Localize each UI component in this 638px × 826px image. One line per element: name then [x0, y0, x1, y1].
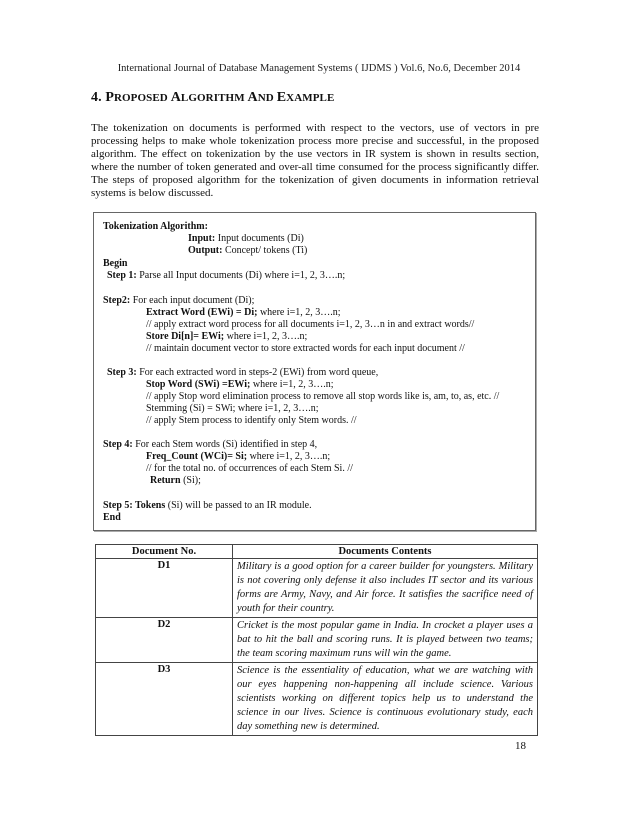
algo-line-comment-extract: // apply extract word process for all documents i=1, 2, 3…n in and extract words// — [146, 319, 475, 330]
algo-line-step3: Step 3: For each extracted word in steps-2 (EWi) from word queue, — [107, 367, 379, 378]
algo-line-comment-stop: // apply Stop word elimination process to remove all stop words like is, am, to, as, etc. // — [146, 391, 500, 402]
intro-paragraph: The tokenization on documents is performed with respect to the vectors, use of vectors in pre processing helps to make whole tokenization process more precise and successful, in the proposed algorithm. The effect on tokenization by the use vectors in IR system is shown in results section, where the number of token generated and over-all time consumed for the process significantly differ. The steps of proposed algorithm for the tokenization of given documents in information retrieval systems is below discussed. — [91, 122, 539, 199]
algo-line-extract-word: Extract Word (EWi) = Di; where i=1, 2, 3….n; — [146, 307, 341, 318]
algo-line-stop-word: Stop Word (SWi) =EWi; where i=1, 2, 3….n; — [146, 379, 334, 390]
table-row — [96, 559, 538, 618]
algo-line-comment-stem: // apply Stem process to identify only Stem words. // — [146, 415, 357, 426]
algo-line-begin: Begin — [103, 258, 128, 269]
document-id: D2 — [96, 618, 233, 663]
algo-line-comment-vector: // maintain document vector to store extracted words for each input document // — [146, 343, 465, 354]
title-part: P — [105, 90, 114, 105]
document-content: Science is the essentiality of education, what we are watching with our eyes happening non-happening all include science. Various scientists working on different topics help us to understand the science in our lives. Science is continuous evolutionary study, each day something new is determined. — [233, 663, 538, 736]
document-content: Cricket is the most popular game in India. In crocket a player uses a bat to hit the ball and scoring runs. It is played between two teams; the team scoring maximum runs will win the game. — [233, 618, 538, 663]
table-row — [96, 618, 538, 663]
algo-line-end: End — [103, 512, 121, 523]
section-title-text — [105, 90, 334, 105]
column-header-document-no: Document No. — [96, 545, 233, 559]
title-part: A — [170, 90, 181, 105]
section-number: 4. — [91, 90, 102, 105]
algo-line-step1: Step 1: Parse all Input documents (Di) where i=1, 2, 3….n; — [107, 270, 346, 281]
algo-line-title: Tokenization Algorithm: — [103, 221, 208, 232]
algo-line-stemming: Stemming (Si) = SWi; where i=1, 2, 3….n; — [146, 403, 319, 414]
title-part: A — [247, 90, 258, 105]
algo-line-freq-count: Freq_Count (WCi)= Si; where i=1, 2, 3….n; — [146, 451, 331, 462]
title-part: XAMPLE — [286, 92, 335, 104]
algo-line-return: Return (Si); — [150, 475, 201, 486]
algo-line-comment-freq: // for the total no. of occurrences of each Stem Si. // — [146, 463, 353, 474]
algo-line-output: Output: Concept/ tokens (Ti) — [188, 245, 308, 256]
documents-table — [95, 544, 538, 736]
document-content: Military is a good option for a career builder for youngsters. Military is not covering only defense it also includes IT sector and its various forms are Army, Navy, and Air force. It satisfies the sacrifice need of youth for their country. — [233, 559, 538, 618]
document-id: D3 — [96, 663, 233, 736]
algo-line-step2: Step2: For each input document (Di); — [103, 295, 255, 306]
algo-line-store: Store Di[n]= EWi; where i=1, 2, 3….n; — [146, 331, 308, 342]
title-part: ND — [257, 92, 277, 104]
title-part: LGORITHM — [180, 92, 248, 104]
column-header-documents-contents: Documents Contents — [233, 545, 538, 559]
journal-header: International Journal of Database Management Systems ( IJDMS ) Vol.6, No.6, December 2014 — [117, 63, 521, 74]
title-part: ROPOSED — [113, 92, 171, 104]
algo-line-step5: Step 5: Tokens (Si) will be passed to an IR module. — [103, 500, 312, 511]
table-header-row — [96, 545, 538, 559]
section-heading — [91, 90, 334, 106]
algo-line-step4: Step 4: For each Stem words (Si) identified in step 4, — [103, 439, 318, 450]
document-id: D1 — [96, 559, 233, 618]
title-part: E — [276, 90, 287, 105]
algo-line-input: Input: Input documents (Di) — [188, 233, 304, 244]
algorithm-box — [93, 212, 536, 531]
table-row — [96, 663, 538, 736]
page-number: 18 — [515, 740, 526, 752]
